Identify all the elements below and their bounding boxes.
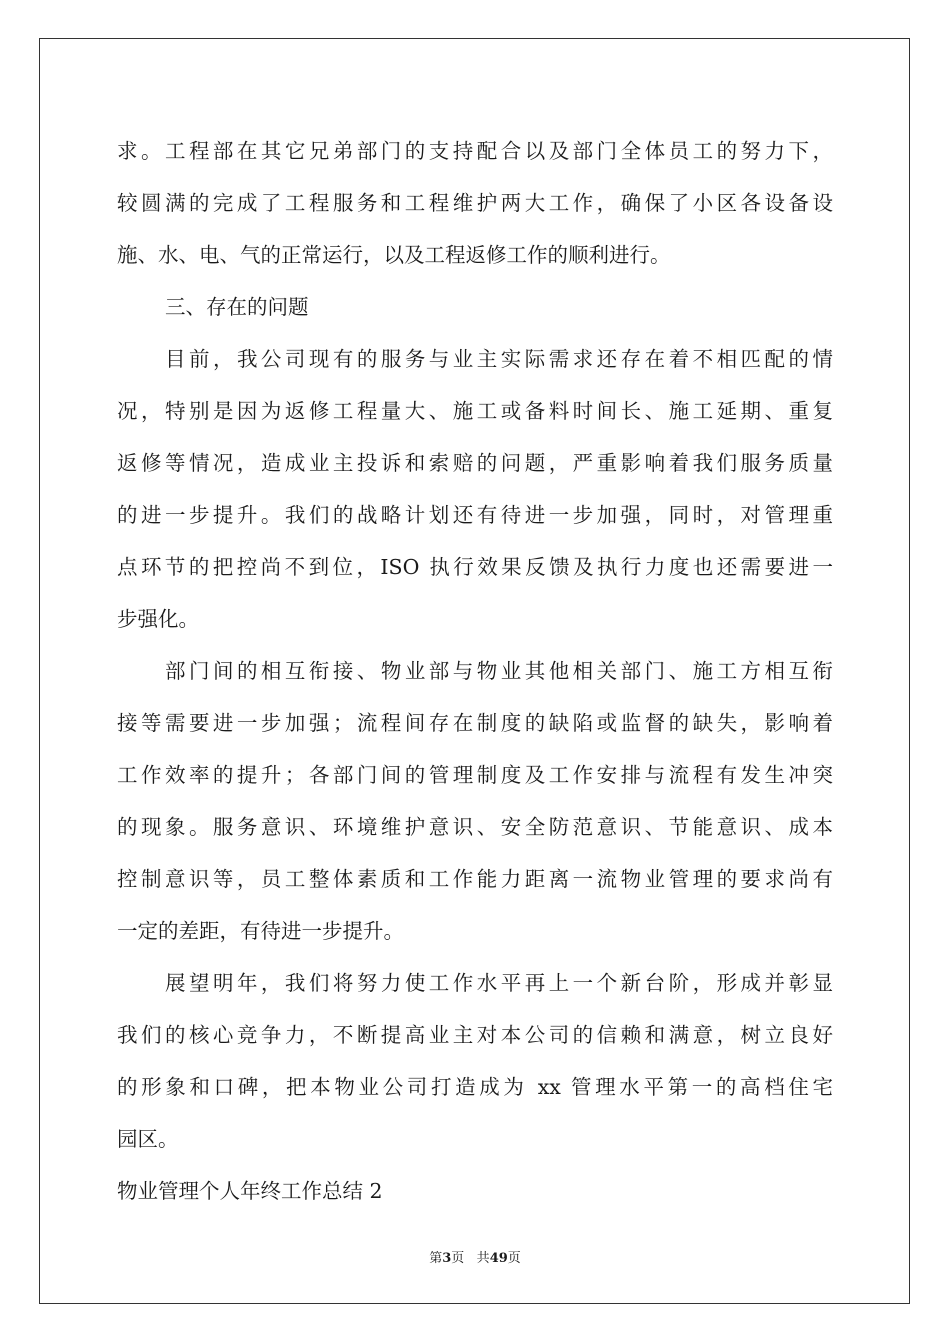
text-line: 况，特别是因为返修工程量大、施工或备料时间长、施工延期、重复 xyxy=(117,399,833,423)
paragraph-outlook xyxy=(117,960,833,1168)
page-suffix: 页 xyxy=(451,1251,465,1266)
paragraph-engineering-summary xyxy=(117,128,833,284)
text-line: 的形象和口碑，把本物业公司打造成为 xx 管理水平第一的高档住宅 xyxy=(117,1075,833,1099)
text-line: 返修等情况，造成业主投诉和索赔的问题，严重影响着我们服务质量 xyxy=(117,451,833,475)
text-line: 的进一步提升。我们的战略计划还有待进一步加强，同时，对管理重 xyxy=(117,503,833,527)
text-line: 工作效率的提升；各部门间的管理制度及工作安排与流程有发生冲突 xyxy=(117,763,833,787)
section-heading-problems xyxy=(117,284,833,336)
text-line: 我们的核心竞争力，不断提高业主对本公司的信赖和满意，树立良好 xyxy=(117,1023,833,1047)
text-line: 较圆满的完成了工程服务和工程维护两大工作，确保了小区各设备设 xyxy=(117,191,833,215)
document-title-2 xyxy=(117,1168,833,1220)
text-line: 求。工程部在其它兄弟部门的支持配合以及部门全体员工的努力下， xyxy=(117,139,833,163)
text-line: 点环节的把控尚不到位，ISO 执行效果反馈及执行力度也还需要进一 xyxy=(117,555,833,579)
text-line: 控制意识等，员工整体素质和工作能力距离一流物业管理的要求尚有 xyxy=(117,867,833,891)
text-line: 园区。 xyxy=(117,1127,179,1151)
text-line: 施、水、电、气的正常运行，以及工程返修工作的顺利进行。 xyxy=(117,243,671,267)
total-prefix: 共 xyxy=(476,1251,490,1266)
text-line: 物业管理个人年终工作总结 2 xyxy=(117,1179,383,1203)
paragraph-coordination-issues xyxy=(117,648,833,960)
page-footer xyxy=(0,1247,950,1266)
text-line: 部门间的相互衔接、物业部与物业其他相关部门、施工方相互衔 xyxy=(165,659,833,683)
text-line: 接等需要进一步加强；流程间存在制度的缺陷或监督的缺失，影响着 xyxy=(117,711,833,735)
text-line: 一定的差距，有待进一步提升。 xyxy=(117,919,404,943)
total-suffix: 页 xyxy=(507,1251,521,1266)
total-pages-number: 49 xyxy=(489,1251,508,1266)
page-prefix: 第 xyxy=(429,1251,443,1266)
text-line: 三、存在的问题 xyxy=(165,295,309,319)
paragraph-current-problems xyxy=(117,336,833,648)
text-line: 的现象。服务意识、环境维护意识、安全防范意识、节能意识、成本 xyxy=(117,815,833,839)
document-body xyxy=(117,128,833,1220)
text-line: 目前，我公司现有的服务与业主实际需求还存在着不相匹配的情 xyxy=(165,347,833,371)
text-line: 展望明年，我们将努力使工作水平再上一个新台阶，形成并彰显 xyxy=(165,971,833,995)
current-page-number: 3 xyxy=(442,1251,452,1266)
text-line: 步强化。 xyxy=(117,607,199,631)
